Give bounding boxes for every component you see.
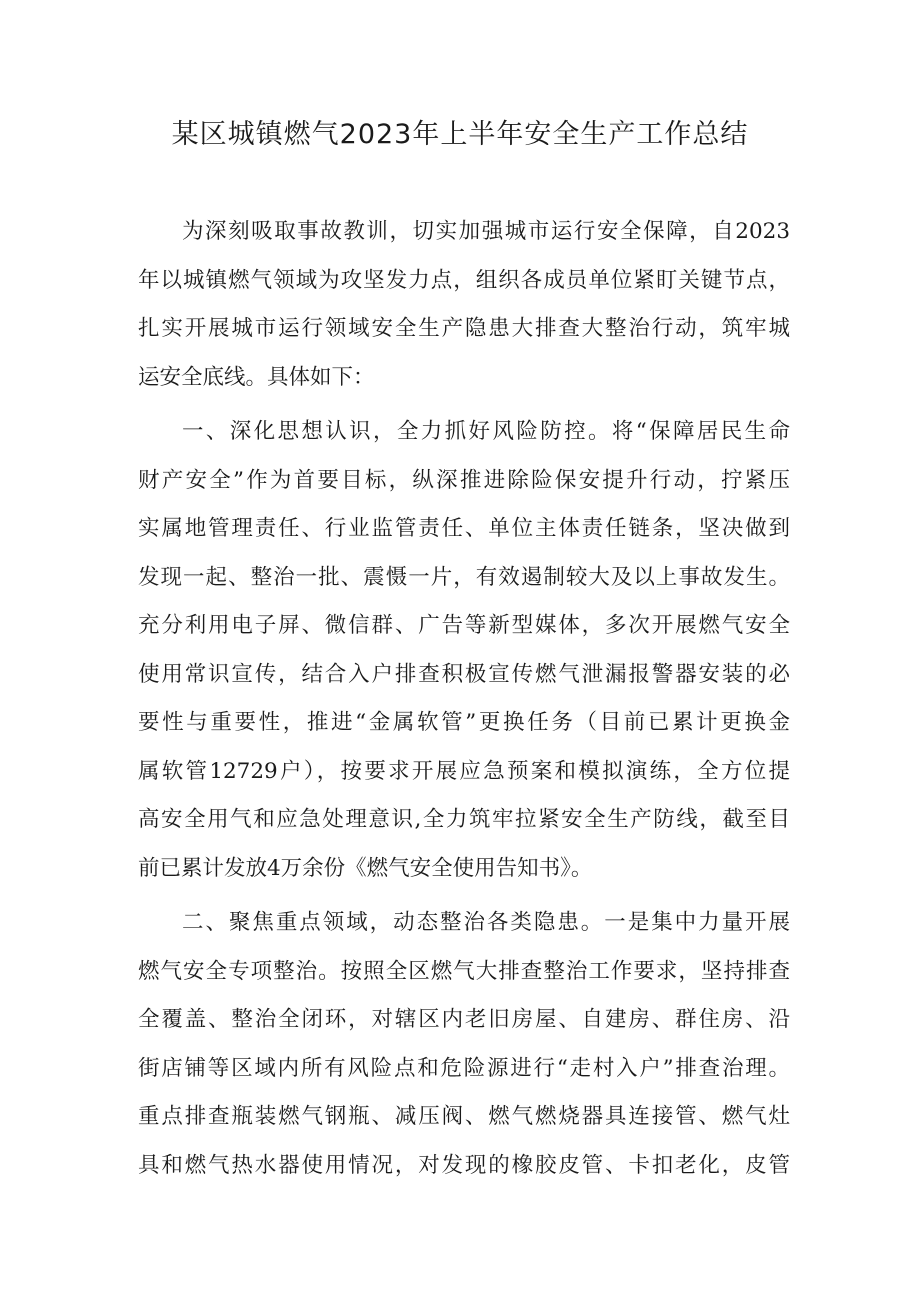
text-line: 扎实开展城市运行领域安全生产隐患大排查大整治行动，筑牢城 xyxy=(138,316,790,341)
text-line: 财产安全”作为首要目标，纵深推进除险保安提升行动，拧紧压 xyxy=(138,467,790,493)
text-line: 属软管12729户），按要求开展应急预案和模拟演练，全方位提 xyxy=(138,758,790,784)
text-line: 二、聚焦重点领域，动态整治各类隐患。一是集中力量开展 xyxy=(182,910,790,935)
paragraph-section-one xyxy=(138,408,790,893)
text-line: 运安全底线。具体如下： xyxy=(138,364,375,390)
text-line: 年以城镇燃气领域为攻坚发力点，组织各成员单位紧盯关键节点， xyxy=(138,267,790,293)
text-line: 重点排查瓶装燃气钢瓶、减压阀、燃气燃烧器具连接管、燃气灶 xyxy=(138,1104,790,1129)
text-line: 燃气安全专项整治。按照全区燃气大排查整治工作要求，坚持排查 xyxy=(138,958,790,984)
document-body xyxy=(138,208,790,1190)
text-line: 充分利用电子屏、微信群、广告等新型媒体，多次开展燃气安全 xyxy=(138,613,790,638)
text-line: 前已累计发放4万余份《燃气安全使用告知书》。 xyxy=(138,855,593,881)
text-line: 高安全用气和应急处理意识,全力筑牢拉紧安全生产防线，截至目 xyxy=(138,807,790,832)
text-line: 具和燃气热水器使用情况，对发现的橡胶皮管、卡扣老化，皮管 xyxy=(138,1152,790,1178)
document-title: 某区城镇燃气2023年上半年安全生产工作总结 xyxy=(171,119,749,150)
text-line: 发现一起、整治一批、震慑一片，有效遏制较大及以上事故发生。 xyxy=(138,564,790,590)
text-line: 要性与重要性，推进“金属软管”更换任务（目前已累计更换金 xyxy=(138,710,790,735)
text-line: 为深刻吸取事故教训，切实加强城市运行安全保障，自2023 xyxy=(182,219,790,244)
text-line: 街店铺等区域内所有风险点和危险源进行“走村入户”排查治理。 xyxy=(138,1055,790,1081)
text-line: 全覆盖、整治全闭环，对辖区内老旧房屋、自建房、群住房、沿 xyxy=(138,1007,790,1032)
paragraph-section-two xyxy=(138,899,790,1190)
text-line: 一、深化思想认识，全力抓好风险防控。将“保障居民生命 xyxy=(182,419,790,444)
text-line: 实属地管理责任、行业监管责任、单位主体责任链条，坚决做到 xyxy=(138,516,790,541)
paragraph-intro xyxy=(138,208,790,402)
text-line: 使用常识宣传，结合入户排查积极宣传燃气泄漏报警器安装的必 xyxy=(138,661,790,687)
